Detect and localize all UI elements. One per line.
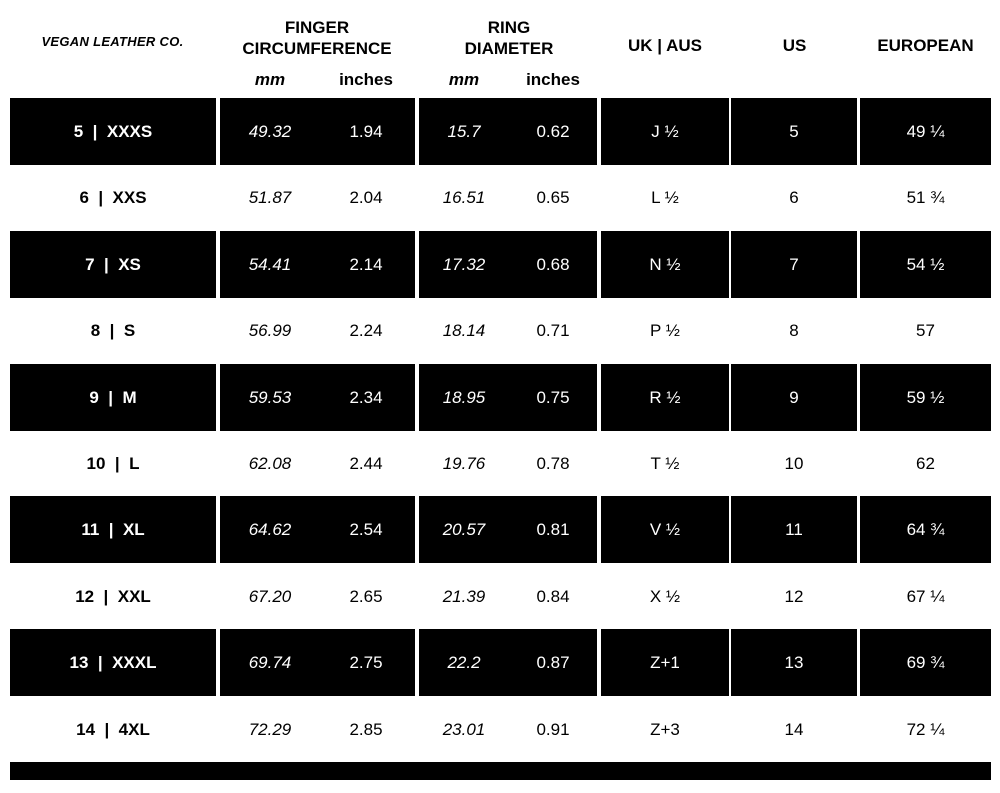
us-value: 10 [784, 453, 804, 473]
subheader-circ-mm: mm [254, 70, 286, 89]
circ-mm-value: 49.32 [248, 121, 292, 141]
diam-inches-value: 0.75 [536, 387, 570, 407]
us-value: 6 [789, 187, 799, 207]
cell-diam [419, 430, 597, 497]
diam-mm-value: 18.95 [442, 387, 486, 407]
cell-uk [601, 98, 729, 165]
cell-eu [860, 629, 991, 696]
diam-inches-value: 0.71 [536, 320, 570, 340]
cell-uk [601, 430, 729, 497]
circ-mm-value: 62.08 [248, 453, 292, 473]
cell-us [731, 231, 857, 298]
cell-size [10, 364, 216, 431]
cell-circ [220, 430, 415, 497]
circ-mm-value: 51.87 [248, 187, 292, 207]
diam-mm-value: 23.01 [442, 719, 486, 739]
eu-value: 49 ¼ [906, 121, 945, 141]
cell-eu [860, 98, 991, 165]
uk-value: T ½ [650, 453, 680, 473]
ring-size-label: 6 | XXS [79, 187, 147, 207]
cell-eu [860, 364, 991, 431]
circ-inches-value: 2.54 [349, 519, 383, 539]
cell-circ [220, 563, 415, 630]
diam-mm-value: 22.2 [447, 652, 481, 672]
diam-mm-value: 16.51 [442, 187, 486, 207]
cell-eu [860, 297, 991, 364]
ring-size-label: 13 | XXXL [69, 652, 157, 672]
cell-circ [220, 98, 415, 165]
us-value: 14 [784, 719, 804, 739]
header-ring-line2: DIAMETER [464, 39, 554, 58]
circ-mm-value: 59.53 [248, 387, 292, 407]
header-finger-line1: FINGER [284, 18, 350, 37]
diam-mm-value: 17.32 [442, 254, 486, 274]
uk-value: Z+3 [650, 719, 680, 739]
circ-mm-value: 54.41 [248, 254, 292, 274]
eu-value: 51 ¾ [906, 187, 945, 207]
bottom-bar [10, 762, 991, 780]
uk-value: L ½ [651, 187, 679, 207]
diam-inches-value: 0.68 [536, 254, 570, 274]
cell-size [10, 98, 216, 165]
cell-uk [601, 297, 729, 364]
circ-mm-value: 69.74 [248, 652, 292, 672]
header-european: EUROPEAN [877, 36, 974, 55]
circ-inches-value: 2.75 [349, 652, 383, 672]
uk-value: R ½ [649, 387, 681, 407]
diam-inches-value: 0.87 [536, 652, 570, 672]
circ-mm-value: 67.20 [248, 586, 292, 606]
cell-eu [860, 496, 991, 563]
ring-size-label: 12 | XXL [75, 586, 151, 606]
circ-inches-value: 2.24 [349, 320, 383, 340]
ring-size-label: 10 | L [86, 453, 140, 473]
cell-us [731, 563, 857, 630]
cell-circ [220, 496, 415, 563]
uk-value: P ½ [650, 320, 680, 340]
us-value: 7 [789, 254, 799, 274]
cell-uk [601, 696, 729, 763]
cell-us [731, 629, 857, 696]
cell-diam [419, 563, 597, 630]
circ-inches-value: 2.85 [349, 719, 383, 739]
circ-inches-value: 2.14 [349, 254, 383, 274]
cell-uk [601, 629, 729, 696]
eu-value: 59 ½ [906, 387, 945, 407]
subheader-circ-inches: inches [339, 70, 393, 89]
header-finger-circumference [218, 17, 416, 59]
circ-mm-value: 72.29 [248, 719, 292, 739]
us-value: 8 [789, 320, 799, 340]
us-value: 13 [784, 652, 804, 672]
us-value: 12 [784, 586, 804, 606]
cell-circ [220, 164, 415, 231]
cell-eu [860, 164, 991, 231]
ring-size-label: 11 | XL [81, 519, 145, 539]
header-ring-line1: RING [487, 18, 531, 37]
subheader-diam-mm: mm [448, 70, 480, 89]
cell-eu [860, 430, 991, 497]
uk-value: J ½ [651, 121, 679, 141]
cell-circ [220, 696, 415, 763]
cell-circ [220, 629, 415, 696]
cell-eu [860, 563, 991, 630]
cell-circ [220, 231, 415, 298]
cell-circ [220, 364, 415, 431]
cell-size [10, 297, 216, 364]
brand-name: VEGAN LEATHER CO. [41, 34, 184, 49]
us-value: 11 [785, 519, 803, 539]
ring-size-label: 9 | M [89, 387, 137, 407]
eu-value: 72 ¼ [906, 719, 945, 739]
subheader-diam-inches: inches [526, 70, 580, 89]
eu-value: 54 ½ [906, 254, 945, 274]
cell-size [10, 696, 216, 763]
header-ring-diameter [420, 17, 598, 59]
cell-diam [419, 98, 597, 165]
uk-value: V ½ [649, 519, 681, 539]
eu-value: 57 [916, 320, 935, 340]
diam-inches-value: 0.65 [536, 187, 570, 207]
ring-size-label: 14 | 4XL [76, 719, 150, 739]
cell-us [731, 297, 857, 364]
diam-mm-value: 15.7 [447, 121, 481, 141]
cell-diam [419, 629, 597, 696]
uk-value: X ½ [649, 586, 681, 606]
cell-uk [601, 231, 729, 298]
ring-size-label: 5 | XXXS [73, 121, 153, 141]
cell-us [731, 496, 857, 563]
cell-uk [601, 496, 729, 563]
cell-size [10, 164, 216, 231]
cell-uk [601, 563, 729, 630]
cell-eu [860, 696, 991, 763]
us-value: 5 [789, 121, 799, 141]
circ-inches-value: 2.34 [349, 387, 383, 407]
eu-value: 69 ¾ [906, 652, 945, 672]
cell-size [10, 430, 216, 497]
cell-diam [419, 297, 597, 364]
cell-eu [860, 231, 991, 298]
cell-us [731, 430, 857, 497]
diam-mm-value: 20.57 [442, 519, 486, 539]
ring-size-label: 7 | XS [85, 254, 141, 274]
header-uk-aus: UK | AUS [627, 36, 703, 55]
cell-diam [419, 364, 597, 431]
cell-us [731, 164, 857, 231]
diam-mm-value: 19.76 [442, 453, 486, 473]
cell-uk [601, 364, 729, 431]
diam-mm-value: 21.39 [442, 586, 486, 606]
eu-value: 67 ¼ [906, 586, 945, 606]
cell-size [10, 563, 216, 630]
circ-inches-value: 1.94 [349, 121, 383, 141]
cell-diam [419, 231, 597, 298]
cell-diam [419, 696, 597, 763]
cell-size [10, 496, 216, 563]
eu-value: 64 ¾ [906, 519, 945, 539]
diam-inches-value: 0.84 [536, 586, 570, 606]
diam-mm-value: 18.14 [442, 320, 486, 340]
cell-us [731, 364, 857, 431]
cell-size [10, 629, 216, 696]
diam-inches-value: 0.78 [536, 453, 570, 473]
cell-uk [601, 164, 729, 231]
circ-inches-value: 2.65 [349, 586, 383, 606]
ring-size-label: 8 | S [90, 320, 136, 340]
cell-us [731, 696, 857, 763]
header-finger-line2: CIRCUMFERENCE [242, 39, 392, 58]
eu-value: 62 [916, 453, 935, 473]
uk-value: N ½ [649, 254, 681, 274]
diam-inches-value: 0.62 [536, 121, 570, 141]
circ-inches-value: 2.04 [349, 187, 383, 207]
header-us: US [782, 36, 807, 55]
circ-inches-value: 2.44 [349, 453, 383, 473]
cell-diam [419, 496, 597, 563]
circ-mm-value: 64.62 [248, 519, 292, 539]
us-value: 9 [789, 387, 799, 407]
cell-us [731, 98, 857, 165]
cell-circ [220, 297, 415, 364]
circ-mm-value: 56.99 [248, 320, 292, 340]
diam-inches-value: 0.81 [536, 519, 570, 539]
diam-inches-value: 0.91 [536, 719, 570, 739]
cell-diam [419, 164, 597, 231]
uk-value: Z+1 [650, 652, 680, 672]
cell-size [10, 231, 216, 298]
